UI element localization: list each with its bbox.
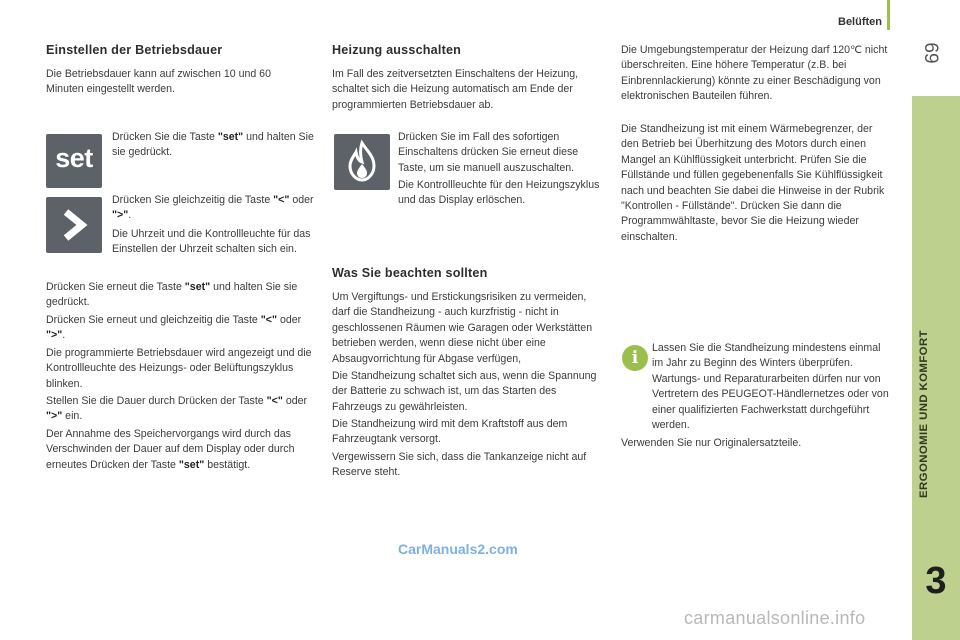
info-note: [621, 341, 891, 433]
beachten-paragraph-1: Um Vergiftungs- und Erstickungsrisiken zu vermeiden, darf die Standheizung - auch kurzfristig - nicht in geschlossenen Räumen wie Garagen oder Werkstätten betrieben werden, wenn diese nicht über eine Absaugvorrichtung für Abgase verfügen,: [332, 291, 593, 365]
limiter-paragraph: Die Standheizung ist mit einem Wärmebegrenzer, der den Betrieb bei Überhitzung des Motors durch einen Mangel an Kühlflüssigkeit unterbricht. Prüfen Sie die Füllstände und füllen gegebenenfalls Sie Kühlflüssigkeit nach und beachten Sie dabei die Hinweise in der Rubrik "Kontrollen - Füllstände". Drücken Sie dann die Programmwähltaste, bevor Sie die Heizung wieder einschalten.: [621, 123, 885, 243]
chapter-number: 3: [925, 560, 947, 602]
flame-icon: [334, 134, 390, 190]
section-heading-beachten: Was Sie beachten sollten: [332, 266, 488, 280]
page-number: 69: [920, 42, 941, 64]
step-arrows: Drücken Sie gleichzeitig die Taste "<" oder ">".: [112, 194, 314, 222]
heizung-step-indicator: Die Kontrollleuchte für den Heizungszyklus und das Display erlöschen.: [398, 179, 600, 207]
info-original-parts: Verwenden Sie nur Originalersatzteile.: [621, 437, 802, 449]
temperature-paragraph: Die Umgebungstemperatur der Heizung darf 120℃ nicht überschreiten. Eine höhere Temperatur (z.B. bei Einbrennlackierung) könnte zu einer Beschädigung von elektronischen Bauteilen führen.: [621, 44, 888, 103]
step-set: Drücken Sie die Taste "set" und halten Sie sie gedrückt.: [112, 131, 314, 159]
paragraph-set-duration: Stellen Sie die Dauer durch Drücken der Taste "<" oder ">" ein.: [46, 395, 308, 423]
paragraph-blinking: Die programmierte Betriebsdauer wird angezeigt und die Kontrollleuchte des Heizungs- oder Belüftungszyklus blinken.: [46, 347, 312, 390]
section-heading-heizung-ausschalten: Heizung ausschalten: [332, 43, 462, 57]
header-accent-bar: [887, 0, 890, 30]
set-icon-text: set: [55, 143, 93, 173]
watermark-carmanuals2: CarManuals2.com: [398, 541, 518, 557]
info-note-text: Lassen Sie die Standheizung mindestens einmal im Jahr zu Beginn des Winters überprüfen. Wartungs- und Reparaturarbeiten dürfen nur von Vertretern des PEUGEOT-Händlernetzes oder von einer qualifizierten Fachwerkstatt durchgeführt werden.: [652, 342, 889, 432]
intro-paragraph: Die Betriebsdauer kann auf zwischen 10 und 60 Minuten eingestellt werden.: [46, 68, 271, 96]
watermark-carmanualsonline: carmanualsonline.info: [684, 608, 866, 628]
paragraph-arrows-again: Drücken Sie erneut und gleichzeitig die Taste "<" oder ">".: [46, 314, 302, 342]
set-button-icon: [46, 134, 102, 188]
chapter-label: ERGONOMIE UND KOMFORT: [918, 330, 930, 498]
beachten-paragraph-3: Die Standheizung wird mit dem Kraftstoff aus dem Fahrzeugtank versorgt.: [332, 418, 568, 446]
heizung-step-off: Drücken Sie im Fall des sofortigen Einschaltens drücken Sie erneut diese Taste, um sie manuell auszuschalten.: [398, 131, 579, 174]
paragraph-confirm: Der Annahme des Speichervorgangs wird durch das Verschwinden der Dauer auf dem Display oder durch erneutes Drücken der Taste "set" bestätigt.: [46, 428, 295, 471]
section-heading-betriebsdauer: Einstellen der Betriebsdauer: [46, 43, 223, 57]
chevron-right-icon: [46, 197, 102, 253]
page-section-title: Belüften: [838, 16, 882, 28]
info-icon: i: [622, 345, 648, 371]
heizung-intro: Im Fall des zeitversetzten Einschaltens der Heizung, schaltet sich die Heizung automatisch am Ende der programmierten Betriebsdauer ab.: [332, 68, 579, 111]
beachten-paragraph-4: Vergewissern Sie sich, dass die Tankanzeige nicht auf Reserve steht.: [332, 451, 587, 479]
paragraph-set-again: Drücken Sie erneut die Taste "set" und halten Sie sie gedrückt.: [46, 281, 298, 309]
beachten-paragraph-2: Die Standheizung schaltet sich aus, wenn die Spannung der Batterie zu schwach ist, um das Starten des Fahrzeugs zu gewährleisten.: [332, 370, 597, 413]
step-arrows-note: Die Uhrzeit und die Kontrollleuchte für das Einstellen der Uhrzeit schalten sich ein.: [112, 228, 311, 256]
